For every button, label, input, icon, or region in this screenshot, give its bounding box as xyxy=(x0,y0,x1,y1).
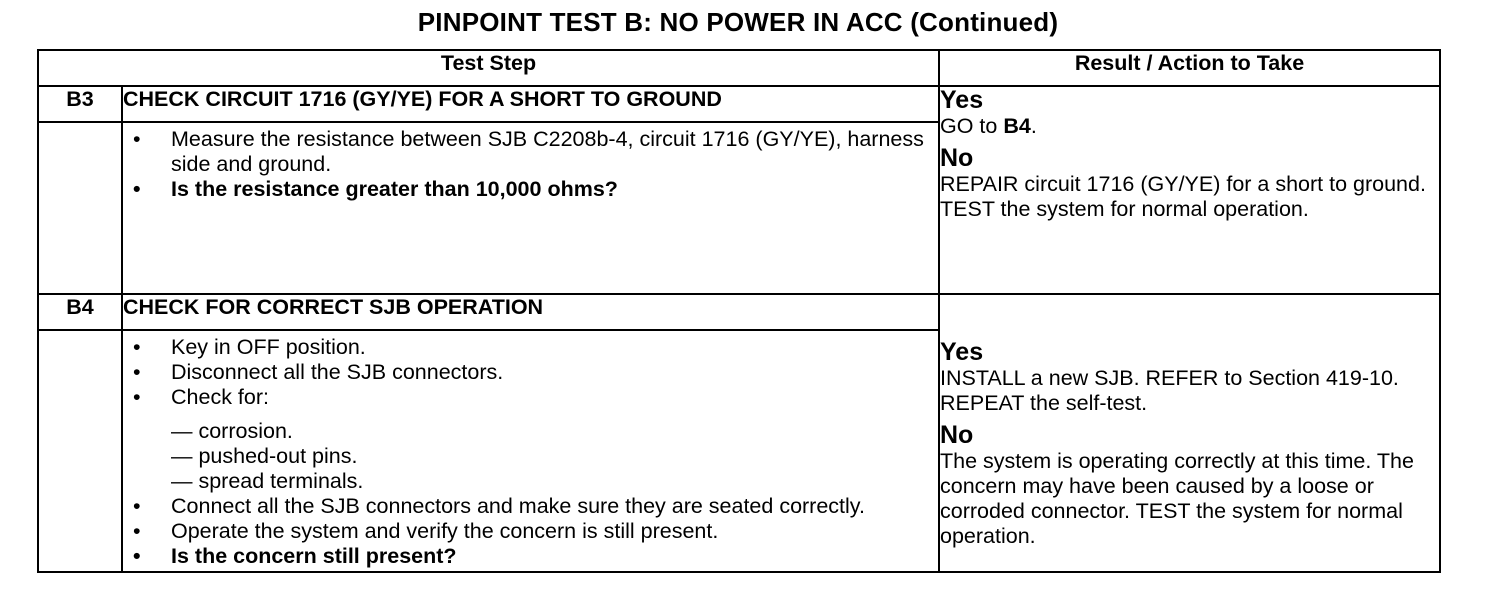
step-code-b3: B3 xyxy=(38,86,122,122)
test-step-header: Test Step xyxy=(38,50,939,86)
page-title: PINPOINT TEST B: NO POWER IN ACC (Continued) xyxy=(417,7,1059,37)
step-b3-spacer xyxy=(38,122,122,294)
step-b3-title-row xyxy=(38,86,1440,122)
instruction-item: • Connect all the SJB connectors and make sure they are seated correctly. xyxy=(133,494,865,518)
step-code-b4: B4 xyxy=(38,294,122,330)
no-label-b3: No xyxy=(940,144,974,172)
instruction-item: • Disconnect all the SJB connectors. xyxy=(133,360,504,384)
no-action-b4: The system is operating correctly at this time. The concern may have been caused by a loose or corroded connector. TEST the system for normal operation. xyxy=(940,449,1414,548)
check-for-list xyxy=(171,419,938,494)
instruction-item: • Key in OFF position. xyxy=(133,335,366,359)
result-b3 xyxy=(939,86,1440,294)
question-item: • Is the resistance greater than 10,000 ohms? xyxy=(133,177,618,201)
step-b4-title-row xyxy=(38,294,1440,330)
yes-action-b3: GO to B4. xyxy=(940,114,1037,138)
step-b4-instructions xyxy=(122,330,939,572)
question-item: • Is the concern still present? xyxy=(133,544,457,568)
check-item: — spread terminals. xyxy=(171,469,364,493)
result-header: Result / Action to Take xyxy=(939,50,1440,86)
header-row xyxy=(38,50,1440,86)
pinpoint-test-table xyxy=(37,49,1441,573)
yes-label-b3: Yes xyxy=(940,86,984,114)
step-b3-instructions xyxy=(122,122,939,294)
check-item: — corrosion. xyxy=(171,419,293,443)
yes-action-b4: INSTALL a new SJB. REFER to Section 419-10. REPEAT the self-test. xyxy=(940,366,1399,415)
no-label-b4: No xyxy=(940,421,974,449)
result-b4 xyxy=(939,294,1440,572)
no-action-b3: REPAIR circuit 1716 (GY/YE) for a short to ground. TEST the system for normal operation. xyxy=(940,172,1426,221)
step-title-b3: CHECK CIRCUIT 1716 (GY/YE) FOR A SHORT TO GROUND xyxy=(122,86,939,122)
instruction-item: • Operate the system and verify the concern is still present. xyxy=(133,519,719,543)
step-ref-b4: B4 xyxy=(1003,114,1031,138)
yes-label-b4: Yes xyxy=(940,338,984,366)
step-title-b4: CHECK FOR CORRECT SJB OPERATION xyxy=(122,294,939,330)
step-b4-spacer xyxy=(38,330,122,572)
instruction-item: • Measure the resistance between SJB C2208b-4, circuit 1716 (GY/YE), harness side and ground. xyxy=(133,127,924,176)
instruction-item: • Check for: — corrosion. — pushed-out pins. — spread terminals. xyxy=(123,385,938,494)
check-item: — pushed-out pins. xyxy=(171,444,358,468)
